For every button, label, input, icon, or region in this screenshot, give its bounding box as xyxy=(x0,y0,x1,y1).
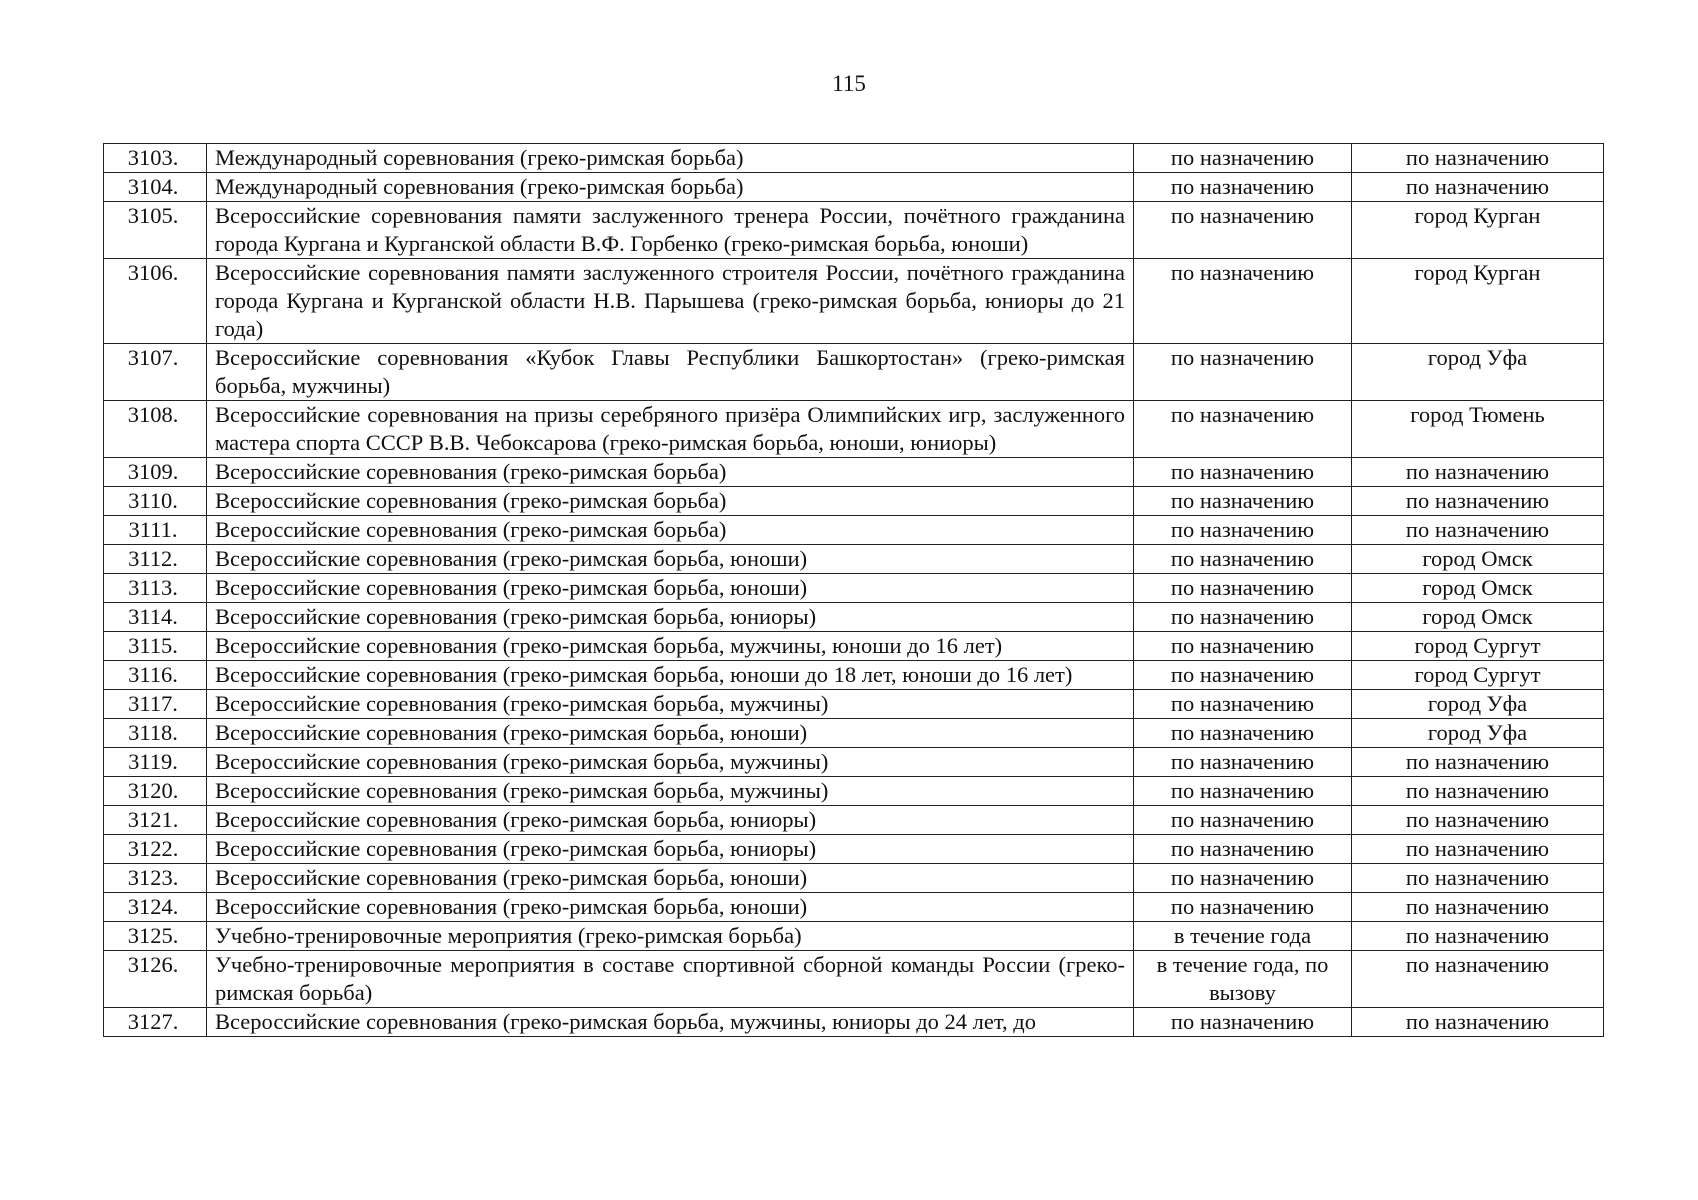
event-place: по назначению xyxy=(1352,864,1604,893)
event-name: Международный соревнования (греко-римская борьба) xyxy=(207,144,1134,173)
event-dates: по назначению xyxy=(1134,632,1352,661)
event-dates: по назначению xyxy=(1134,1008,1352,1037)
row-number: 3126. xyxy=(104,951,207,1008)
event-dates: по назначению xyxy=(1134,144,1352,173)
row-number: 3104. xyxy=(104,173,207,202)
table-row xyxy=(104,603,1604,632)
table-row xyxy=(104,259,1604,344)
table-row xyxy=(104,1008,1604,1037)
event-dates: по назначению xyxy=(1134,777,1352,806)
row-number: 3122. xyxy=(104,835,207,864)
event-place: город Омск xyxy=(1352,574,1604,603)
table-row xyxy=(104,951,1604,1008)
row-number: 3119. xyxy=(104,748,207,777)
row-number: 3107. xyxy=(104,344,207,401)
event-place: город Омск xyxy=(1352,545,1604,574)
event-place: по назначению xyxy=(1352,1008,1604,1037)
event-place: по назначению xyxy=(1352,516,1604,545)
event-dates: по назначению xyxy=(1134,487,1352,516)
event-dates: по назначению xyxy=(1134,259,1352,344)
row-number: 3111. xyxy=(104,516,207,545)
event-dates: по назначению xyxy=(1134,173,1352,202)
event-place: город Сургут xyxy=(1352,632,1604,661)
table-row xyxy=(104,806,1604,835)
event-name: Всероссийские соревнования (греко-римская борьба, юноши) xyxy=(207,893,1134,922)
table-row xyxy=(104,893,1604,922)
table-row xyxy=(104,835,1604,864)
table-row xyxy=(104,922,1604,951)
row-number: 3113. xyxy=(104,574,207,603)
event-place: по назначению xyxy=(1352,893,1604,922)
event-place: город Уфа xyxy=(1352,690,1604,719)
event-dates: по назначению xyxy=(1134,574,1352,603)
event-dates: по назначению xyxy=(1134,835,1352,864)
page-number: 115 xyxy=(832,71,866,96)
event-name: Всероссийские соревнования (греко-римская борьба, юниоры) xyxy=(207,806,1134,835)
event-name: Всероссийские соревнования (греко-римская борьба, мужчины, юниоры до 24 лет, до xyxy=(207,1008,1134,1037)
event-place: по назначению xyxy=(1352,173,1604,202)
event-name: Всероссийские соревнования (греко-римская борьба, юниоры) xyxy=(207,603,1134,632)
table-row xyxy=(104,202,1604,259)
event-dates: по назначению xyxy=(1134,458,1352,487)
event-place: город Омск xyxy=(1352,603,1604,632)
event-dates: по назначению xyxy=(1134,719,1352,748)
event-name: Всероссийские соревнования (греко-римская борьба, мужчины) xyxy=(207,690,1134,719)
event-place: город Уфа xyxy=(1352,344,1604,401)
table-row xyxy=(104,458,1604,487)
event-name: Всероссийские соревнования памяти заслуженного строителя России, почётного гражданина города Кургана и Курганской области Н.В. Парышева (греко-римская борьба, юниоры до 21 года) xyxy=(207,259,1134,344)
row-number: 3120. xyxy=(104,777,207,806)
event-name: Учебно-тренировочные мероприятия в составе спортивной сборной команды России (греко-римская борьба) xyxy=(207,951,1134,1008)
event-place: по назначению xyxy=(1352,951,1604,1008)
event-name: Международный соревнования (греко-римская борьба) xyxy=(207,173,1134,202)
event-dates: по назначению xyxy=(1134,545,1352,574)
event-place: город Курган xyxy=(1352,202,1604,259)
event-name: Всероссийские соревнования (греко-римская борьба, юноши) xyxy=(207,574,1134,603)
event-place: город Уфа xyxy=(1352,719,1604,748)
row-number: 3106. xyxy=(104,259,207,344)
event-dates: по назначению xyxy=(1134,344,1352,401)
event-dates: по назначению xyxy=(1134,748,1352,777)
event-place: город Тюмень xyxy=(1352,401,1604,458)
table-row xyxy=(104,748,1604,777)
event-dates: по назначению xyxy=(1134,401,1352,458)
row-number: 3123. xyxy=(104,864,207,893)
event-place: по назначению xyxy=(1352,748,1604,777)
table-row xyxy=(104,173,1604,202)
events-table xyxy=(103,143,1604,1037)
table-row xyxy=(104,401,1604,458)
event-name: Всероссийские соревнования памяти заслуженного тренера России, почётного гражданина города Кургана и Курганской области В.Ф. Горбенко (греко-римская борьба, юноши) xyxy=(207,202,1134,259)
table-row xyxy=(104,545,1604,574)
table-row xyxy=(104,690,1604,719)
event-dates: по назначению xyxy=(1134,806,1352,835)
event-place: город Курган xyxy=(1352,259,1604,344)
table-row xyxy=(104,144,1604,173)
event-dates: в течение года, по вызову xyxy=(1134,951,1352,1008)
row-number: 3108. xyxy=(104,401,207,458)
event-dates: по назначению xyxy=(1134,603,1352,632)
event-name: Всероссийские соревнования на призы серебряного призёра Олимпийских игр, заслуженного мастера спорта СССР В.В. Чебоксарова (греко-римская борьба, юноши, юниоры) xyxy=(207,401,1134,458)
table-row xyxy=(104,632,1604,661)
table-row xyxy=(104,516,1604,545)
event-place: по назначению xyxy=(1352,777,1604,806)
event-dates: по назначению xyxy=(1134,864,1352,893)
table-row xyxy=(104,574,1604,603)
event-place: по назначению xyxy=(1352,487,1604,516)
event-name: Всероссийские соревнования (греко-римская борьба, юниоры) xyxy=(207,835,1134,864)
row-number: 3117. xyxy=(104,690,207,719)
event-name: Всероссийские соревнования (греко-римская борьба, юноши) xyxy=(207,719,1134,748)
event-place: по назначению xyxy=(1352,806,1604,835)
row-number: 3112. xyxy=(104,545,207,574)
event-dates: по назначению xyxy=(1134,202,1352,259)
table-row xyxy=(104,661,1604,690)
event-dates: в течение года xyxy=(1134,922,1352,951)
row-number: 3109. xyxy=(104,458,207,487)
event-dates: по назначению xyxy=(1134,516,1352,545)
event-name: Всероссийские соревнования (греко-римская борьба, юноши) xyxy=(207,545,1134,574)
row-number: 3116. xyxy=(104,661,207,690)
event-place: по назначению xyxy=(1352,144,1604,173)
event-name: Всероссийские соревнования (греко-римская борьба, юноши) xyxy=(207,864,1134,893)
event-name: Всероссийские соревнования (греко-римская борьба) xyxy=(207,516,1134,545)
event-name: Всероссийские соревнования (греко-римская борьба) xyxy=(207,487,1134,516)
event-name: Всероссийские соревнования (греко-римская борьба, мужчины) xyxy=(207,748,1134,777)
row-number: 3127. xyxy=(104,1008,207,1037)
row-number: 3121. xyxy=(104,806,207,835)
event-name: Всероссийские соревнования (греко-римская борьба, мужчины, юноши до 16 лет) xyxy=(207,632,1134,661)
event-name: Всероссийские соревнования (греко-римская борьба) xyxy=(207,458,1134,487)
row-number: 3103. xyxy=(104,144,207,173)
event-place: по назначению xyxy=(1352,458,1604,487)
row-number: 3105. xyxy=(104,202,207,259)
event-name: Учебно-тренировочные мероприятия (греко-римская борьба) xyxy=(207,922,1134,951)
table-row xyxy=(104,344,1604,401)
row-number: 3124. xyxy=(104,893,207,922)
table-row xyxy=(104,719,1604,748)
table-row xyxy=(104,777,1604,806)
table-row xyxy=(104,864,1604,893)
row-number: 3110. xyxy=(104,487,207,516)
event-name: Всероссийские соревнования (греко-римская борьба, юноши до 18 лет, юноши до 16 лет) xyxy=(207,661,1134,690)
event-place: по назначению xyxy=(1352,922,1604,951)
table-row xyxy=(104,487,1604,516)
event-place: по назначению xyxy=(1352,835,1604,864)
row-number: 3115. xyxy=(104,632,207,661)
row-number: 3125. xyxy=(104,922,207,951)
event-name: Всероссийские соревнования «Кубок Главы Республики Башкортостан» (греко-римская борьба, мужчины) xyxy=(207,344,1134,401)
event-dates: по назначению xyxy=(1134,661,1352,690)
event-dates: по назначению xyxy=(1134,893,1352,922)
row-number: 3118. xyxy=(104,719,207,748)
events-table-body xyxy=(104,144,1604,1037)
row-number: 3114. xyxy=(104,603,207,632)
event-place: город Сургут xyxy=(1352,661,1604,690)
event-dates: по назначению xyxy=(1134,690,1352,719)
event-name: Всероссийские соревнования (греко-римская борьба, мужчины) xyxy=(207,777,1134,806)
